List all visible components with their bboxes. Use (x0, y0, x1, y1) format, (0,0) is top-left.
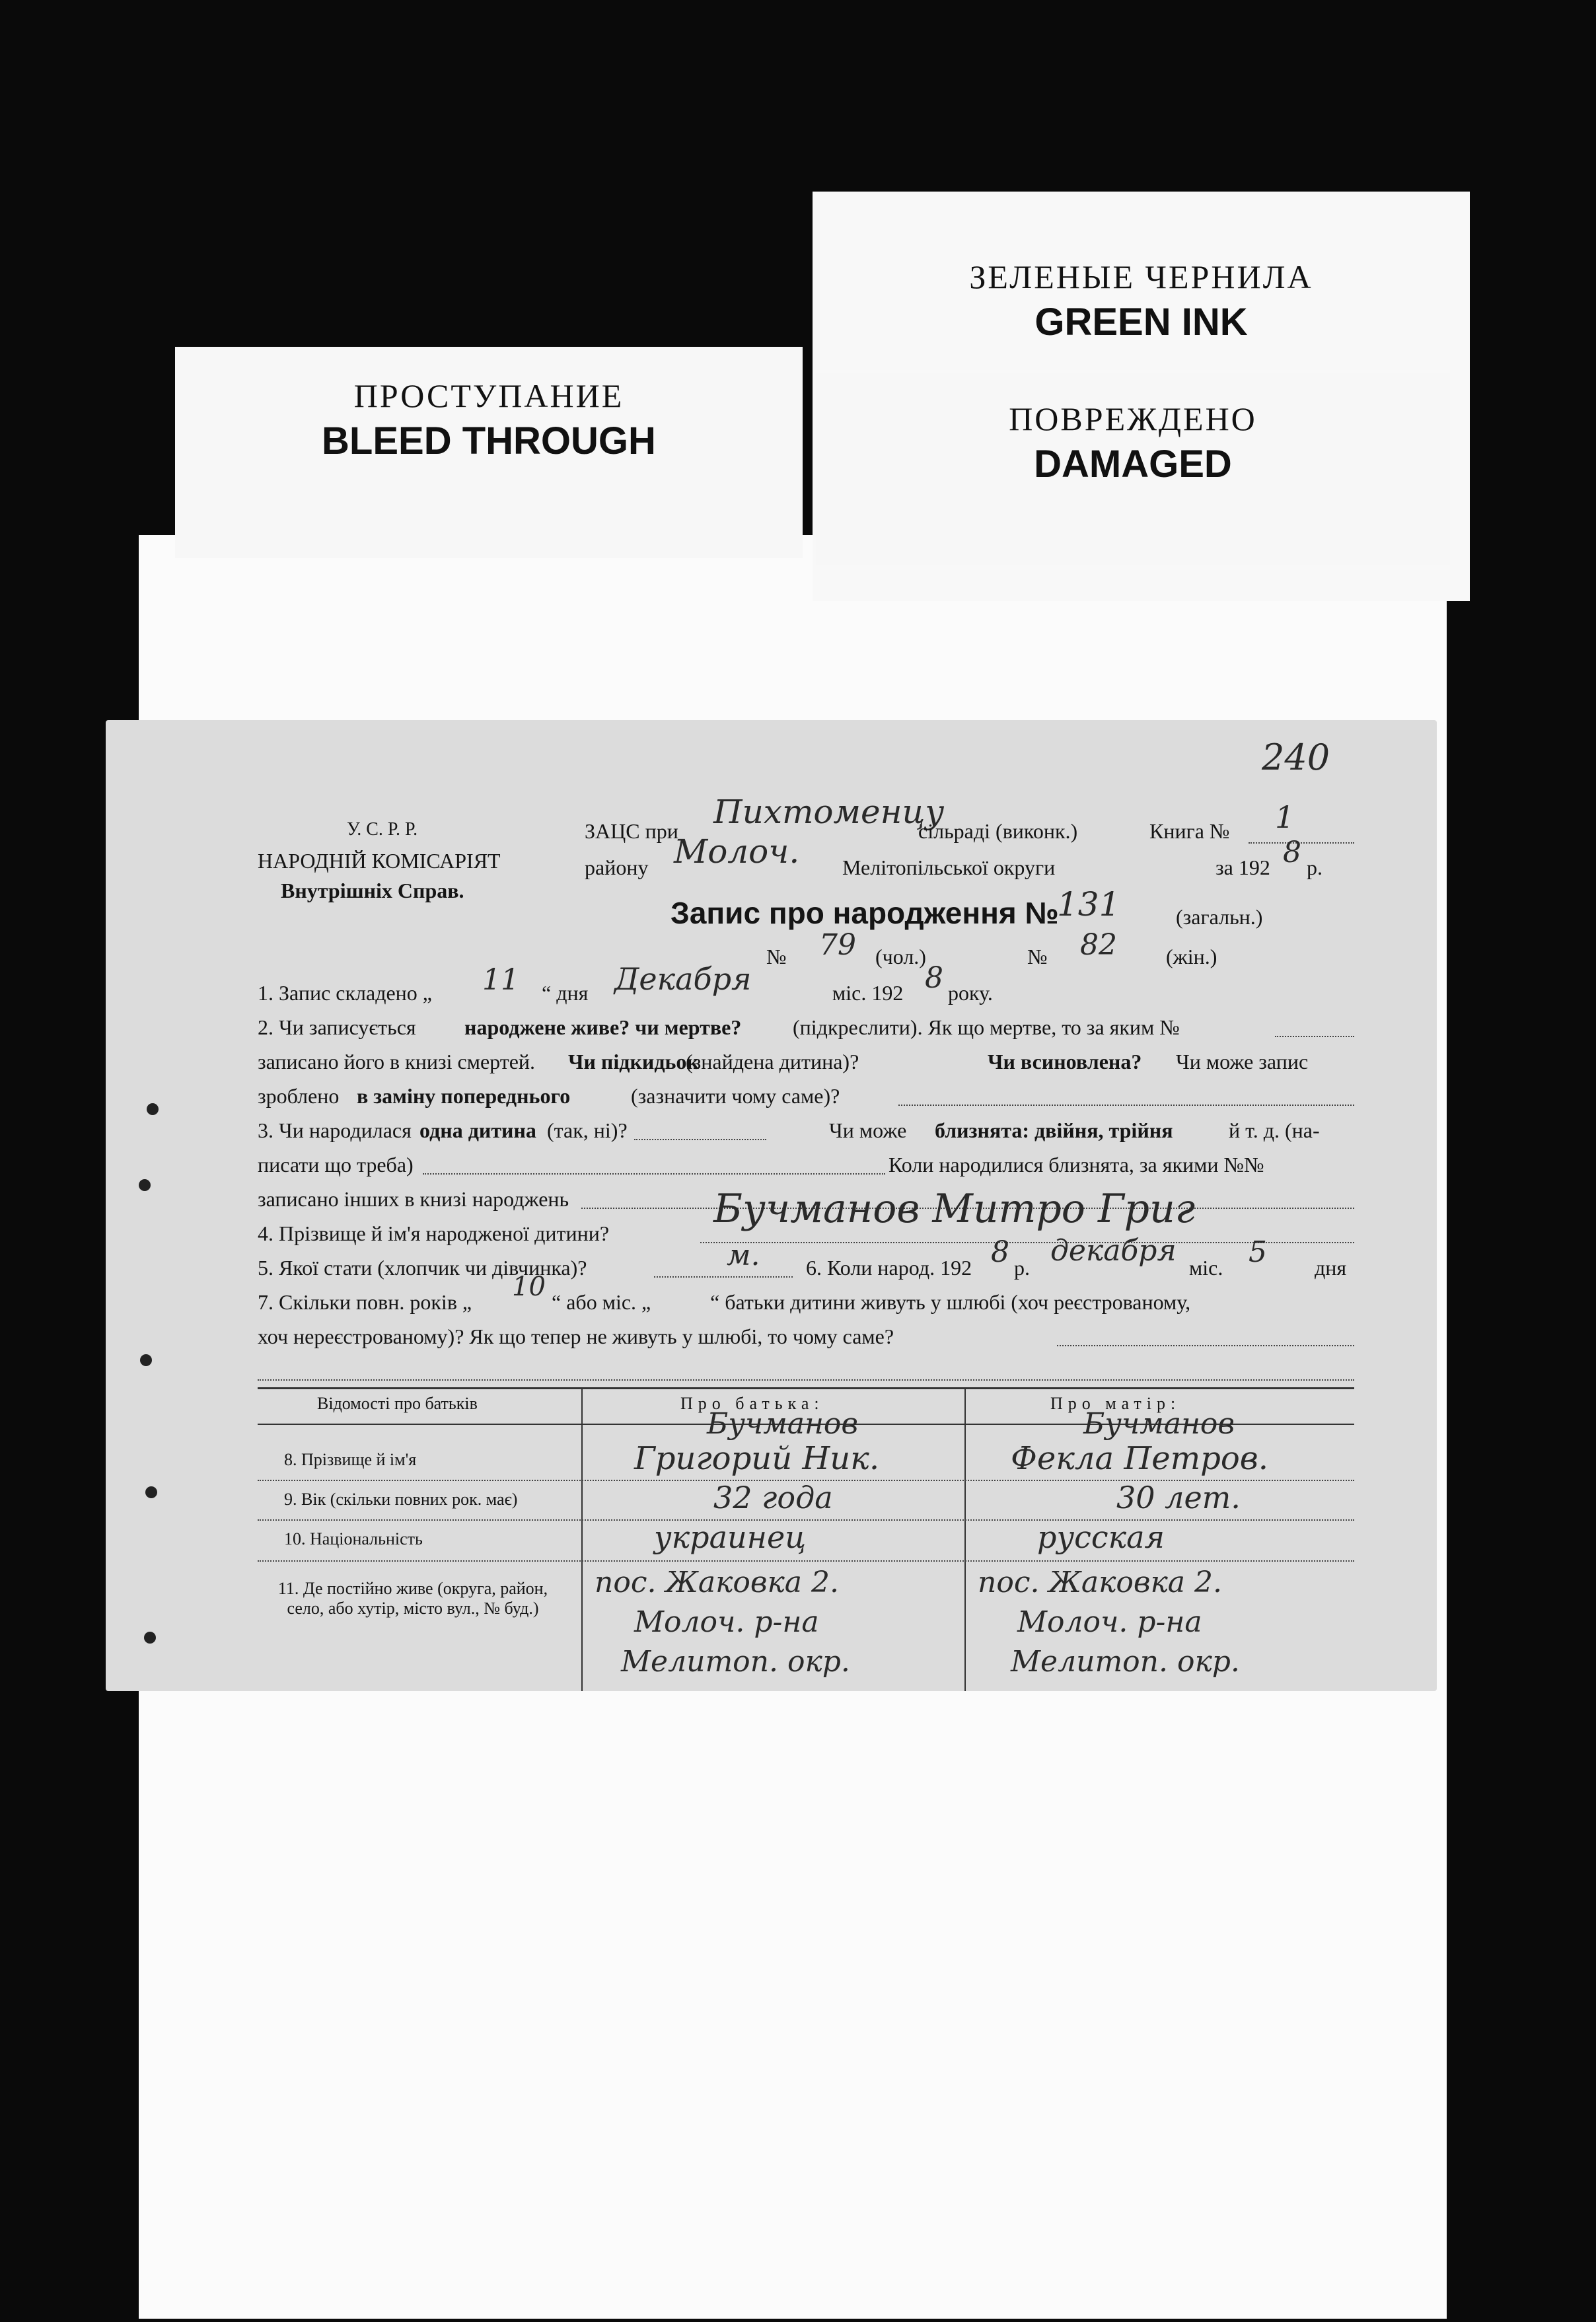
label-green-ink-en: GREEN INK (1034, 301, 1248, 344)
line9-b: 6. Коли народ. 192 (806, 1256, 972, 1280)
label-damaged-ru: ПОВРЕЖДЕНО (1009, 400, 1257, 437)
mother-residence-1: пос. Жаковка 2. (978, 1566, 1222, 1599)
line3-e: Чи може запис (1176, 1050, 1309, 1073)
line1-a: 1. Запис складено „ (258, 981, 432, 1005)
line7: записано інших в книзі народжень (258, 1187, 569, 1211)
punch-hole (147, 1103, 159, 1115)
mother-surname: Бучманов (1083, 1407, 1235, 1441)
line11-fill (1057, 1345, 1354, 1346)
line3-b: Чи підкидьок (568, 1050, 699, 1073)
line4-a: зроблено (258, 1084, 340, 1108)
line5-c: (так, ні)? (547, 1118, 628, 1142)
table-head-father: Про батька: (680, 1394, 824, 1413)
father-surname: Бучманов (707, 1407, 859, 1441)
line6-fill (423, 1173, 885, 1175)
born-month: декабря (1050, 1234, 1177, 1268)
line5-f: й т. д. (на- (1229, 1118, 1320, 1142)
zhin-no-label: № (1027, 945, 1048, 968)
kniga-label: Книга № (1149, 819, 1230, 843)
chol-value: 79 (819, 928, 856, 962)
father-residence-2: Молоч. р-на (634, 1605, 819, 1639)
line2-c: (підкреслити). Як що мертве, то за яким № (793, 1015, 1180, 1039)
label-damaged-en: DAMAGED (1034, 443, 1232, 486)
line2-fill (1275, 1036, 1354, 1037)
kniga-value: 1 (1275, 799, 1295, 835)
line2-a: 2. Чи записується (258, 1015, 416, 1039)
table-head-info: Відомості про батьків (317, 1394, 478, 1413)
label-green-ink (813, 258, 1470, 344)
line6-b: Коли народилися близнята, за якими №№ (889, 1153, 1264, 1177)
record-day: 11 (482, 963, 519, 997)
zhin-label: (жін.) (1166, 945, 1217, 968)
okrugi-label: Мелітопільської округи (842, 855, 1056, 879)
line1-d: року. (948, 981, 993, 1005)
line4-c: (зазначити чому саме)? (631, 1084, 840, 1108)
header-commissariat: НАРОДНІЙ КОМІСАРІЯТ (258, 849, 501, 873)
line11: хоч нереєстрованому)? Як що тепер не живуть у шлюбі, то чому саме? (258, 1324, 894, 1348)
father-residence-3: Мелитоп. окр. (621, 1645, 850, 1679)
record-month: Декабря (614, 961, 752, 997)
chol-no-label: № (766, 945, 787, 968)
mother-nationality: русская (1037, 1519, 1165, 1555)
kniga-line (1249, 842, 1354, 844)
line5-d: Чи може (829, 1118, 907, 1142)
row10-rule (258, 1560, 1354, 1562)
line5-b: одна дитина (419, 1118, 536, 1142)
sex-value: м. (727, 1239, 760, 1272)
punch-hole (139, 1179, 151, 1191)
label-bleed-through-en: BLEED THROUGH (322, 419, 656, 462)
year-r: р. (1307, 855, 1323, 879)
zhin-value: 82 (1080, 928, 1117, 962)
line3-d: Чи всиновлена? (988, 1050, 1142, 1073)
line3-c: (знайдена дитина)? (686, 1050, 859, 1073)
selradi-label: сільраді (виконк.) (918, 819, 1078, 843)
chol-label: (чол.) (875, 945, 926, 968)
backing-sheet-lower (152, 1651, 1394, 2319)
label-bleed-through-ru: ПРОСТУПАНИЕ (353, 377, 624, 414)
row-nationality-label: 10. Національність (284, 1529, 423, 1548)
header-internal-affairs: Внутрішніх Справ. (281, 879, 464, 902)
line9-a: 5. Якої стати (хлопчик чи дівчинка)? (258, 1256, 587, 1280)
sex-line (654, 1276, 793, 1278)
line9-c: р. (1014, 1256, 1030, 1280)
selrada-value: Пихтоменцу (713, 793, 945, 831)
line2-b: народжене живе? чи мертве? (464, 1015, 742, 1039)
row-residence-label: 11. Де постійно живе (округа, район, село, або хутір, місто вул., № буд.) (277, 1579, 548, 1618)
born-day: 5 (1249, 1235, 1267, 1269)
za-year-digit: 8 (1283, 836, 1301, 869)
record-title-suffix: (загальн.) (1176, 905, 1263, 929)
line10-a: 7. Скільки повн. років „ (258, 1290, 472, 1314)
row-name-label: 8. Прізвище й ім'я (284, 1450, 417, 1469)
line12-fill (258, 1379, 1354, 1381)
line6-a: писати що треба) (258, 1153, 414, 1177)
label-bleed-through (175, 377, 803, 463)
label-green-ink-ru: ЗЕЛЕНЫЕ ЧЕРНИЛА (969, 258, 1313, 295)
line9-e: дня (1315, 1256, 1347, 1280)
table-col-divider-1 (581, 1387, 583, 1691)
table-head-mother: Про матір: (1050, 1394, 1181, 1413)
line1-c: міс. 192 (832, 981, 904, 1005)
line4-fill (898, 1105, 1354, 1106)
born-year-digit: 8 (991, 1235, 1009, 1269)
father-age: 32 года (713, 1480, 833, 1515)
label-damaged (816, 400, 1450, 486)
record-number: 131 (1057, 885, 1120, 924)
child-name: Бучманов Митро Григ (713, 1186, 1196, 1232)
line5-a: 3. Чи народилася (258, 1118, 412, 1142)
mother-residence-3: Мелитоп. окр. (1011, 1645, 1240, 1679)
father-name: Григорий Ник. (634, 1440, 880, 1477)
rayonu-value: Молоч. (674, 832, 800, 871)
punch-hole (140, 1354, 152, 1366)
header-ussr: У. С. Р. Р. (347, 819, 418, 840)
row-age-label: 9. Вік (скільки повних рок. має) (284, 1490, 518, 1509)
line1-b: “ дня (542, 981, 589, 1005)
line5-e: близнята: двійня, трійня (935, 1118, 1173, 1142)
rayonu-label: району (585, 855, 649, 879)
line8: 4. Прізвище й ім'я народженої дитини? (258, 1221, 610, 1245)
birth-record-card (106, 720, 1437, 1691)
mother-age: 30 лет. (1116, 1480, 1241, 1515)
punch-hole (145, 1486, 157, 1498)
years-married: 10 (512, 1272, 546, 1302)
line4-b: в заміну попереднього (357, 1084, 571, 1108)
record-title: Запис про народження № (671, 896, 1059, 930)
mother-name: Фекла Петров. (1011, 1440, 1268, 1477)
line5-fill (634, 1139, 766, 1140)
za-year-label: за 192 (1215, 855, 1270, 879)
mother-residence-2: Молоч. р-на (1017, 1605, 1202, 1639)
zags-label: ЗАЦС при (585, 819, 678, 843)
table-top-rule (258, 1387, 1354, 1389)
father-residence-1: пос. Жаковка 2. (595, 1566, 839, 1599)
father-nationality: украинец (654, 1519, 807, 1555)
line9-d: міс. (1189, 1256, 1223, 1280)
table-col-divider-2 (964, 1387, 966, 1691)
line10-b: “ або міс. „ (552, 1290, 651, 1314)
line10-c: “ батьки дитини живуть у шлюбі (хоч реєстрованому, (710, 1290, 1191, 1314)
punch-hole (144, 1632, 156, 1644)
record-year-digit: 8 (925, 961, 943, 995)
line3: записано його в книзі смертей. (258, 1050, 536, 1073)
page-number: 240 (1262, 737, 1330, 778)
